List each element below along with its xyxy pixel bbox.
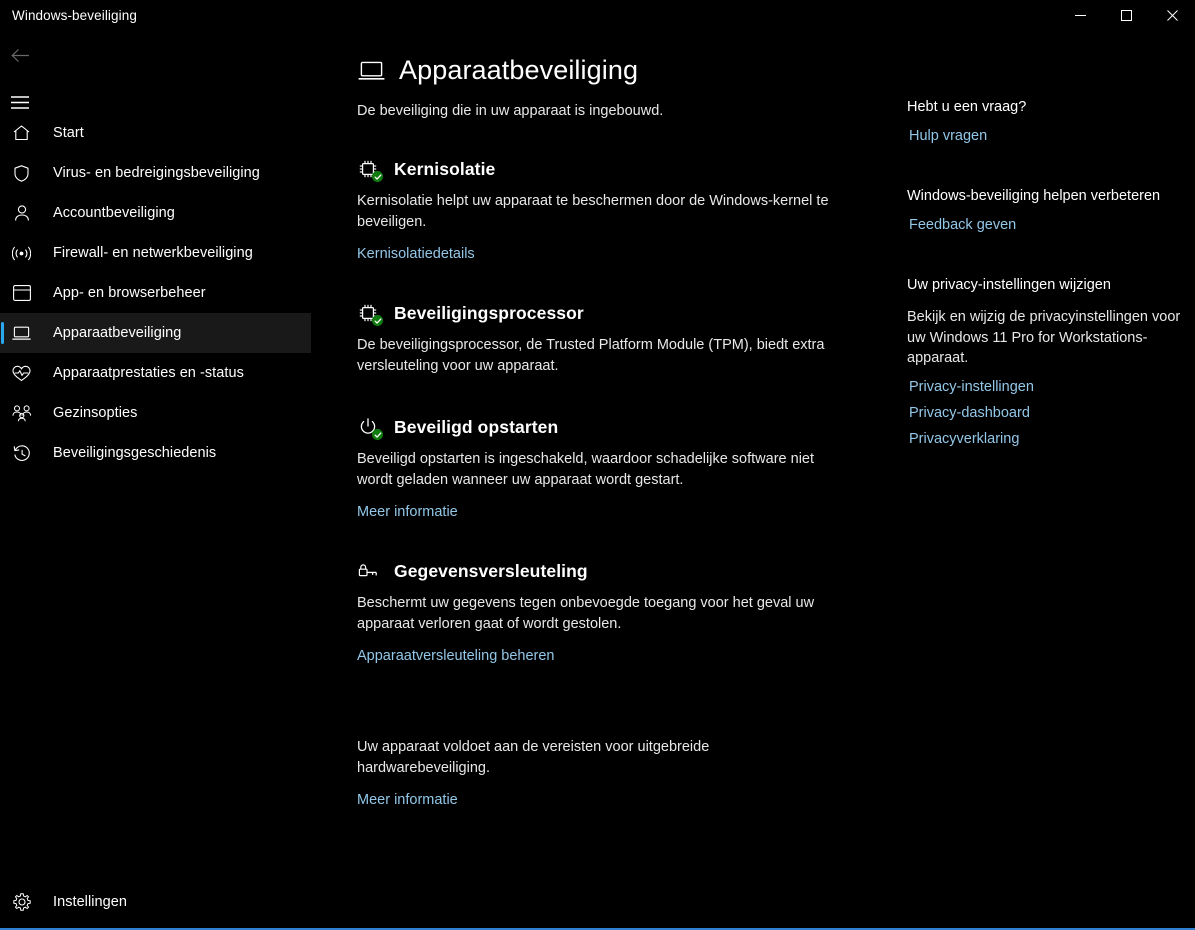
manage-device-encryption-link[interactable]: Apparaatversleuteling beheren bbox=[357, 648, 555, 664]
gear-icon bbox=[11, 892, 32, 913]
check-icon bbox=[374, 431, 382, 439]
feedback-heading: Windows-beveiliging helpen verbeteren bbox=[907, 188, 1161, 204]
sidebar-item-family-options[interactable] bbox=[0, 393, 311, 433]
shield-icon bbox=[11, 163, 32, 184]
sidebar-item-account-protection[interactable] bbox=[0, 193, 311, 233]
section-security-processor bbox=[357, 302, 896, 377]
feedback-block bbox=[907, 186, 1181, 233]
sidebar bbox=[0, 31, 336, 928]
section-secure-boot bbox=[357, 416, 896, 521]
section-description: De beveiligingsprocessor, de Trusted Platform Module (TPM), biedt extra versleuteling voor uw apparaat. bbox=[357, 337, 825, 374]
sidebar-item-settings[interactable] bbox=[0, 882, 311, 922]
section-header bbox=[357, 158, 896, 180]
maximize-button[interactable] bbox=[1103, 0, 1149, 31]
help-heading: Hebt u een vraag? bbox=[907, 99, 1027, 115]
privacy-statement-link[interactable]: Privacyverklaring bbox=[909, 430, 1020, 447]
sidebar-item-label: Apparaatprestaties en -status bbox=[53, 365, 244, 381]
maximize-icon bbox=[1121, 10, 1132, 21]
history-clock-icon bbox=[11, 443, 32, 464]
privacy-dashboard-link[interactable]: Privacy-dashboard bbox=[909, 404, 1030, 421]
sidebar-item-firewall-network[interactable] bbox=[0, 233, 311, 273]
window-controls bbox=[1057, 0, 1195, 31]
sidebar-settings-label: Instellingen bbox=[53, 894, 127, 910]
sidebar-top-controls bbox=[0, 31, 336, 121]
person-icon bbox=[11, 203, 32, 224]
sidebar-item-label: Firewall- en netwerkbeveiliging bbox=[53, 245, 253, 261]
sidebar-item-label: Start bbox=[53, 125, 84, 141]
right-panel bbox=[896, 31, 1195, 928]
chip-icon bbox=[357, 158, 379, 180]
sidebar-item-label: Gezinsopties bbox=[53, 405, 138, 421]
privacy-settings-link[interactable]: Privacy-instellingen bbox=[909, 378, 1034, 395]
sidebar-item-label: Accountbeveiliging bbox=[53, 205, 175, 221]
help-block bbox=[907, 97, 1181, 144]
window-title: Windows-beveiliging bbox=[12, 8, 137, 23]
sidebar-item-device-performance[interactable] bbox=[0, 353, 311, 393]
status-ok-badge bbox=[372, 315, 383, 326]
sidebar-item-app-browser-control[interactable] bbox=[0, 273, 311, 313]
section-title: Beveiligd opstarten bbox=[394, 416, 559, 437]
wifi-signal-icon bbox=[11, 243, 32, 264]
section-header bbox=[357, 560, 896, 582]
power-icon bbox=[357, 416, 379, 438]
hamburger-icon bbox=[11, 96, 29, 109]
hardware-security-note bbox=[357, 737, 757, 779]
close-button[interactable] bbox=[1149, 0, 1195, 31]
chip-icon bbox=[357, 302, 379, 324]
status-ok-badge bbox=[372, 429, 383, 440]
get-help-link[interactable]: Hulp vragen bbox=[909, 128, 988, 144]
secure-boot-learn-more-link[interactable]: Meer informatie bbox=[357, 504, 458, 520]
privacy-heading: Uw privacy-instellingen wijzigen bbox=[907, 277, 1111, 293]
back-arrow-icon bbox=[11, 48, 30, 63]
family-icon bbox=[11, 403, 32, 424]
sidebar-nav-list bbox=[0, 113, 336, 473]
sidebar-item-start[interactable] bbox=[0, 113, 311, 153]
sidebar-item-label: App- en browserbeheer bbox=[53, 285, 206, 301]
main-content bbox=[336, 31, 896, 928]
section-core-isolation bbox=[357, 158, 896, 263]
page-title: Apparaatbeveiliging bbox=[399, 55, 639, 85]
title-bar bbox=[0, 0, 1195, 31]
heartbeat-icon bbox=[11, 363, 32, 384]
minimize-button[interactable] bbox=[1057, 0, 1103, 31]
section-description: Beschermt uw gegevens tegen onbevoegde toegang voor het geval uw apparaat verloren gaat of wordt gestolen. bbox=[357, 595, 815, 632]
check-icon bbox=[374, 173, 382, 181]
window-icon bbox=[11, 283, 32, 304]
close-icon bbox=[1167, 10, 1178, 21]
section-description: Kernisolatie helpt uw apparaat te beschermen door de Windows-kernel te beveiligen. bbox=[357, 193, 829, 230]
hardware-security-note-text: Uw apparaat voldoet aan de vereisten voor uitgebreide hardwarebeveiliging. bbox=[357, 739, 710, 776]
minimize-icon bbox=[1075, 10, 1086, 21]
status-ok-badge bbox=[372, 171, 383, 182]
sidebar-item-label: Virus- en bedreigingsbeveiliging bbox=[53, 165, 260, 181]
section-title: Beveiligingsprocessor bbox=[394, 302, 584, 323]
check-icon bbox=[374, 317, 382, 325]
sidebar-item-label: Beveiligingsgeschiedenis bbox=[53, 445, 217, 461]
home-icon bbox=[11, 123, 32, 144]
section-data-encryption bbox=[357, 560, 896, 665]
lock-key-icon bbox=[357, 560, 379, 582]
core-isolation-details-link[interactable]: Kernisolatiedetails bbox=[357, 246, 475, 262]
back-button[interactable] bbox=[0, 36, 44, 74]
privacy-block bbox=[907, 275, 1181, 447]
section-description: Beveiligd opstarten is ingeschakeld, waardoor schadelijke software niet wordt geladen wanneer uw apparaat wordt gestart. bbox=[357, 451, 815, 488]
page-header bbox=[357, 55, 896, 86]
section-header bbox=[357, 302, 896, 324]
laptop-icon bbox=[357, 57, 385, 85]
page-subtitle: De beveiliging die in uw apparaat is ingebouwd. bbox=[357, 103, 664, 119]
laptop-icon bbox=[11, 323, 32, 344]
give-feedback-link[interactable]: Feedback geven bbox=[909, 217, 1017, 233]
privacy-body: Bekijk en wijzig de privacyinstellingen voor uw Windows 11 Pro for Workstations-apparaat. bbox=[907, 309, 1181, 366]
hardware-security-learn-more-link[interactable]: Meer informatie bbox=[357, 792, 458, 808]
section-title: Kernisolatie bbox=[394, 158, 496, 179]
section-title: Gegevensversleuteling bbox=[394, 560, 588, 581]
sidebar-item-device-security[interactable] bbox=[0, 313, 311, 353]
sidebar-item-label: Apparaatbeveiliging bbox=[53, 325, 182, 341]
section-header bbox=[357, 416, 896, 438]
sidebar-item-protection-history[interactable] bbox=[0, 433, 311, 473]
sidebar-item-virus-threat[interactable] bbox=[0, 153, 311, 193]
